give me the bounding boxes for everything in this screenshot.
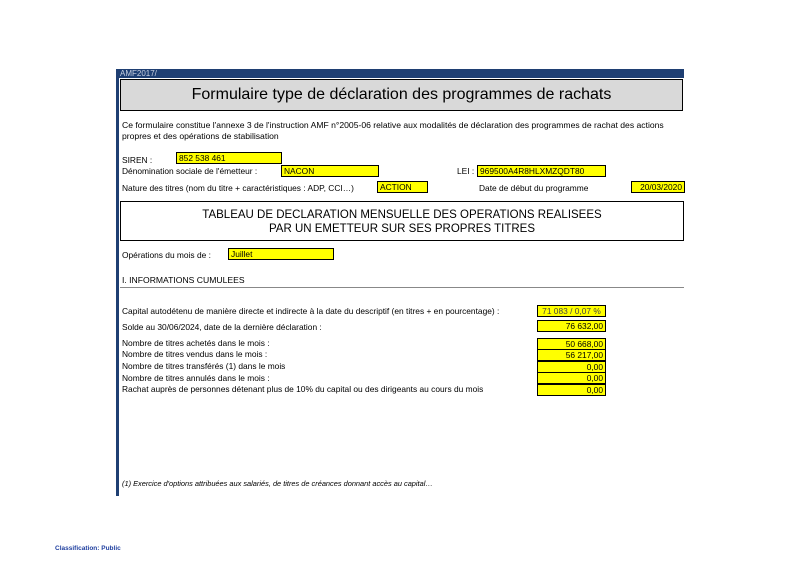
table-title-box [120, 201, 684, 241]
start-date-label: Date de début du programme [479, 183, 589, 193]
siren-field[interactable]: 852 538 461 [176, 152, 282, 164]
intro-text: Ce formulaire constitue l'annexe 3 de l'instruction AMF n°2005-06 relative aux modalités de déclaration des programmes de rachat des actions propres et des opérations de stabilisation [122, 120, 664, 141]
row-value-solde[interactable]: 76 632,00 [537, 320, 606, 332]
row-value-capital[interactable]: 71 083 / 0,07 % [537, 305, 606, 317]
lei-label: LEI : [457, 166, 475, 176]
row-label-achetes: Nombre de titres achetés dans le mois : [122, 338, 270, 348]
table-title-line2: PAR UN EMETTEUR SUR SES PROPRES TITRES [268, 223, 536, 235]
row-label-annules: Nombre de titres annulés dans le mois : [122, 373, 270, 383]
left-frame-bar [116, 69, 119, 496]
row-value-rachat[interactable]: 0,00 [537, 384, 606, 396]
footnote: (1) Exercice d'options attribuées aux salariés, de titres de créances donnant accès au capital… [122, 479, 433, 488]
table-title-line1: TABLEAU DE DECLARATION MENSUELLE DES OPERATIONS REALISEES [202, 209, 602, 221]
denomination-label: Dénomination sociale de l'émetteur : [122, 166, 258, 176]
nature-field[interactable]: ACTION [377, 181, 428, 193]
classification-label: Classification: Public [55, 545, 121, 552]
row-label-rachat: Rachat auprès de personnes détenant plus de 10% du capital ou des dirigeants au cours du mois [122, 384, 484, 394]
row-label-vendus: Nombre de titres vendus dans le mois : [122, 349, 268, 359]
form-title-text: Formulaire type de déclaration des programmes de rachats [191, 86, 612, 103]
siren-label: SIREN : [122, 155, 153, 165]
lei-field[interactable]: 969500A4R8HLXMZQDT80 [477, 165, 606, 177]
row-value-transferes[interactable]: 0,00 [537, 361, 606, 373]
form-code: AMF2017/ [120, 69, 157, 78]
top-frame-bar [116, 69, 684, 78]
row-label-capital: Capital autodétenu de manière directe et indirecte à la date du descriptif (en titres + en pourcentage) : [122, 306, 500, 316]
row-label-transferes: Nombre de titres transférés (1) dans le mois [122, 361, 286, 371]
month-label: Opérations du mois de : [122, 250, 211, 260]
start-date-field[interactable]: 20/03/2020 [631, 181, 685, 193]
row-value-vendus[interactable]: 56 217,00 [537, 349, 606, 361]
row-label-solde: Solde au 30/06/2024, date de la dernière déclaration : [122, 322, 322, 332]
row-value-annules[interactable]: 0,00 [537, 372, 606, 384]
month-field[interactable]: Juillet [228, 248, 334, 260]
denomination-field[interactable]: NACON [281, 165, 379, 177]
row-value-achetes[interactable]: 50 668,00 [537, 338, 606, 350]
section-title: I. INFORMATIONS CUMULEES [122, 275, 245, 285]
form-title [120, 79, 683, 111]
nature-label: Nature des titres (nom du titre + caractéristiques : ADP, CCI…) [122, 183, 354, 193]
section-divider [120, 287, 684, 288]
